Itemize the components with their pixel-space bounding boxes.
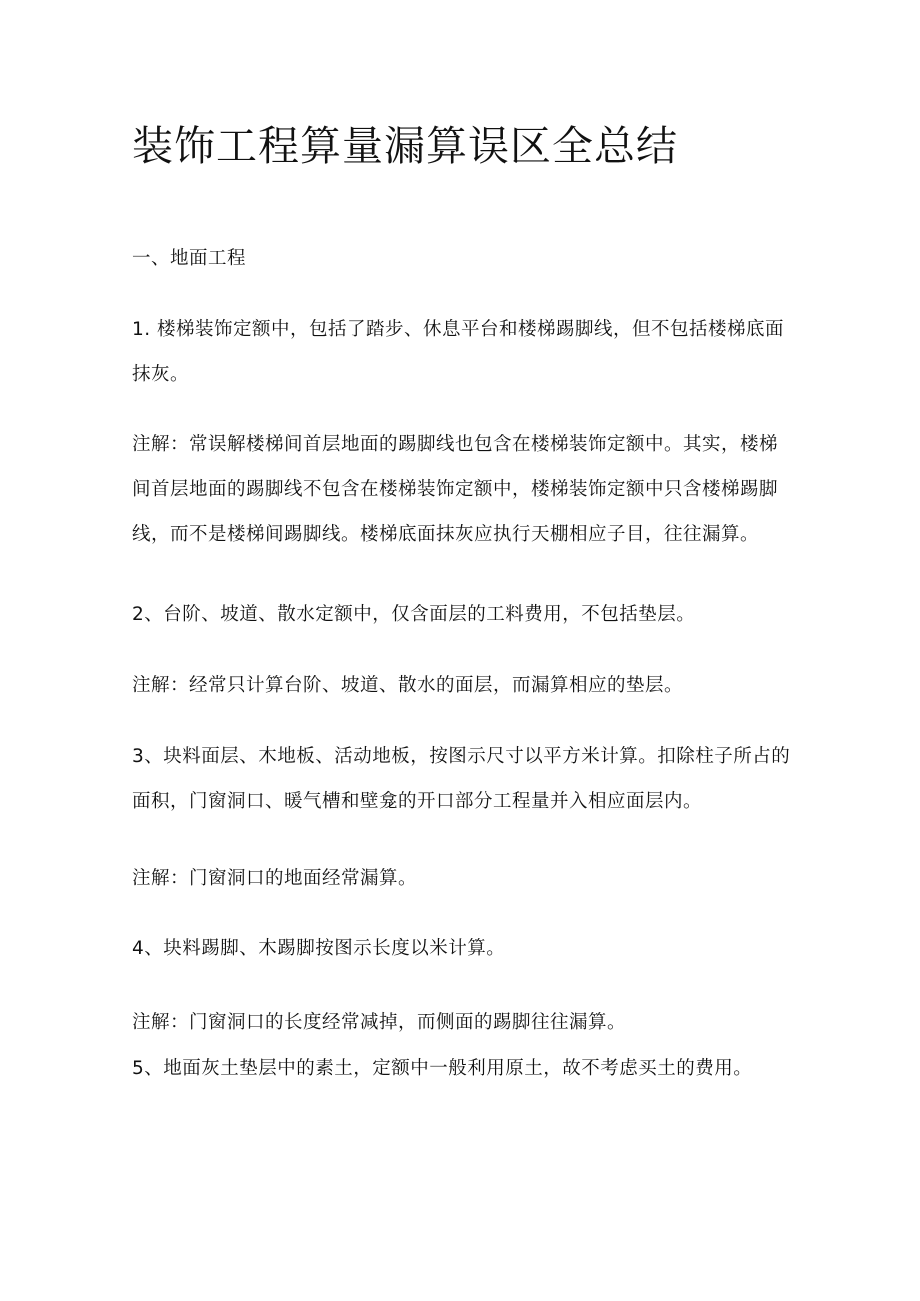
paragraph-note-2: 注解：经常只计算台阶、坡道、散水的面层，而漏算相应的垫层。 bbox=[132, 675, 684, 696]
section-heading: 一、地面工程 bbox=[132, 248, 247, 269]
paragraph-note-1: 注解：常误解楼梯间首层地面的踢脚线也包含在楼梯装饰定额中。其实，楼梯间首层地面的踢脚线不包含在楼梯装饰定额中，楼梯装饰定额中只含楼梯踢脚线，而不是楼梯间踢脚线。楼梯底面抹灰应执行天棚相应子目，往往漏算。 bbox=[132, 434, 779, 545]
paragraph-item-4: 4、块料踢脚、木踢脚按图示长度以米计算。 bbox=[132, 938, 506, 959]
paragraph-item-3: 3、块料面层、木地板、活动地板，按图示尺寸以平方米计算。扣除柱子所占的面积，门窗洞口、暖气槽和壁龛的开口部分工程量并入相应面层内。 bbox=[132, 746, 791, 812]
paragraph-item-5: 5、地面灰土垫层中的素土，定额中一般利用原土，故不考虑买土的费用。 bbox=[132, 1058, 753, 1079]
paragraph-note-4: 注解：门窗洞口的长度经常减掉，而侧面的踢脚往往漏算。 bbox=[132, 1012, 627, 1033]
document-title: 装饰工程算量漏算误区全总结 bbox=[132, 122, 678, 170]
paragraph-item-2: 2、台阶、坡道、散水定额中，仅含面层的工料费用，不包括垫层。 bbox=[132, 604, 696, 625]
paragraph-note-3: 注解：门窗洞口的地面经常漏算。 bbox=[132, 868, 418, 889]
paragraph-item-1: 1. 楼梯装饰定额中，包括了踏步、休息平台和楼梯踢脚线，但不包括楼梯底面抹灰。 bbox=[132, 319, 785, 385]
